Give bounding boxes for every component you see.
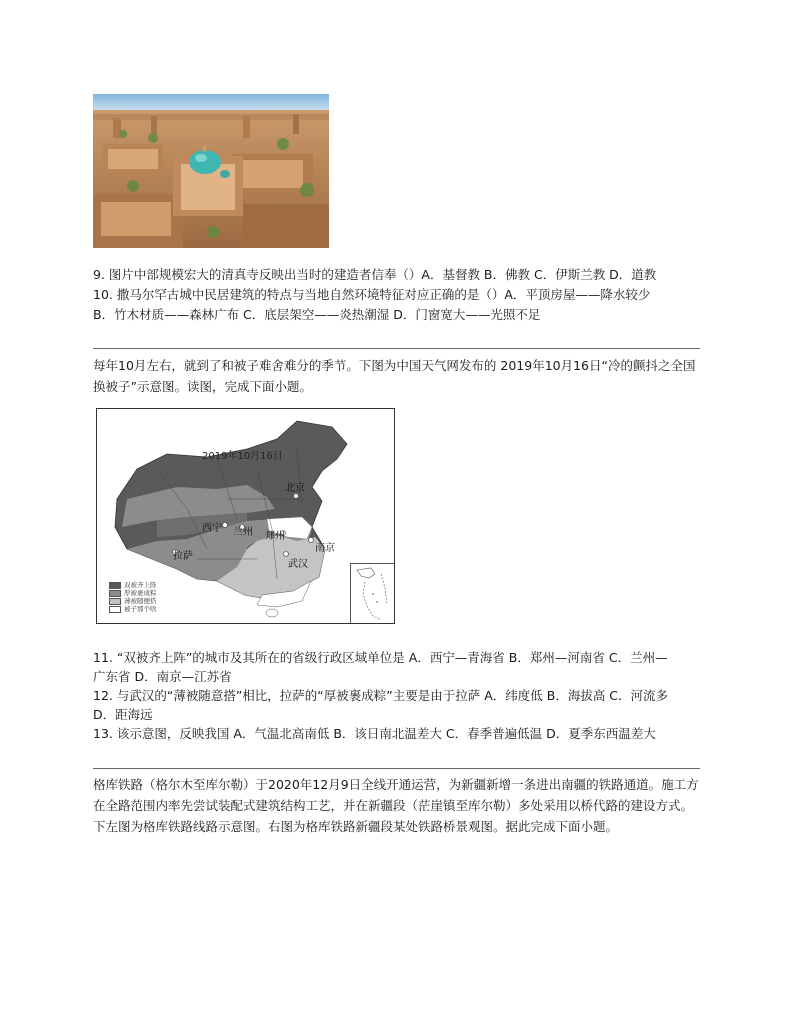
intro-paragraph-railway: 格库铁路（格尔木至库尔勒）于2020年12月9日全线开通运营，为新疆新增一条进出南疆的铁路通道。施工方在全路范围内率先尝试装配式建筑结构工艺，并在新疆段（茫崖镇至库尔勒）多处采用以桥代路的建设方式。下左图为格库铁路线路示意图。右图为格库铁路新疆段某处铁路桥景观图。据此完成下面小题。 <box>93 777 699 834</box>
legend-item-double-quilt <box>109 581 157 589</box>
question-12: 12. 与武汉的“薄被随意搭”相比，拉萨的“厚被裹成粽”主要是由于拉萨 A．纬度低 B．海拔高 C．河流多 <box>93 688 669 703</box>
city-xining: 西宁 <box>202 523 222 534</box>
city-nanjing: 南京 <box>315 543 335 554</box>
legend-swatch <box>109 606 121 613</box>
city-lasa: 拉萨 <box>173 551 193 562</box>
question-11-cont: 广东省 D．南京—江苏省 <box>93 669 232 684</box>
legend-item-thick-quilt <box>109 589 157 597</box>
map-legend <box>109 581 157 613</box>
legend-item-thin-quilt <box>109 597 157 605</box>
city-lanzhou: 兰州 <box>233 527 253 538</box>
legend-swatch <box>109 590 121 597</box>
city-beijing: 北京 <box>285 483 305 494</box>
mosque-city-photo <box>93 94 329 248</box>
intro-paragraph-quilt: 每年10月左右，就到了和被子难舍难分的季节。下图为中国天气网发布的 2019年10月16日“冷的颤抖之全国换被子”示意图。读图，完成下面小题。 <box>93 358 696 394</box>
map-date-label: 2019年10月16日 <box>202 451 283 462</box>
question-13: 13. 该示意图，反映我国 A．气温北高南低 B．该日南北温差大 C．春季普遍低温 D．夏季东西温差大 <box>93 726 656 741</box>
city-zhengzhou: 郑州 <box>265 531 285 542</box>
city-wuhan: 武汉 <box>288 559 308 570</box>
question-11: 11. “双被齐上阵”的城市及其所在的省级行政区域单位是 A．西宁—青海省 B．郑州—河南省 C．兰州— <box>93 650 668 665</box>
section-divider <box>93 768 700 769</box>
china-quilt-map <box>96 408 395 624</box>
legend-label: 双被齐上阵 <box>124 581 157 589</box>
question-12-cont: D．距海远 <box>93 707 153 722</box>
legend-swatch <box>109 582 121 589</box>
legend-label: 薄被随便搭 <box>124 597 157 605</box>
question-9: 9. 图片中部规模宏大的清真寺反映出当时的建造者信奉（）A．基督教 B．佛教 C．伊斯兰教 D．道教 <box>93 267 657 282</box>
legend-label: 被子那个啥 <box>124 605 157 613</box>
section-divider <box>93 348 700 349</box>
south-china-sea-inset <box>350 563 395 624</box>
question-10-options: B．竹木材质——森林广布 C．底层架空——炎热潮湿 D．门窗宽大——光照不足 <box>93 307 541 322</box>
legend-item-no-quilt <box>109 605 157 613</box>
legend-swatch <box>109 598 121 605</box>
legend-label: 厚被裹成粽 <box>124 589 157 597</box>
question-10: 10. 撒马尔罕古城中民居建筑的特点与当地自然环境特征对应正确的是（）A．平顶房屋——降水较少 <box>93 287 651 302</box>
